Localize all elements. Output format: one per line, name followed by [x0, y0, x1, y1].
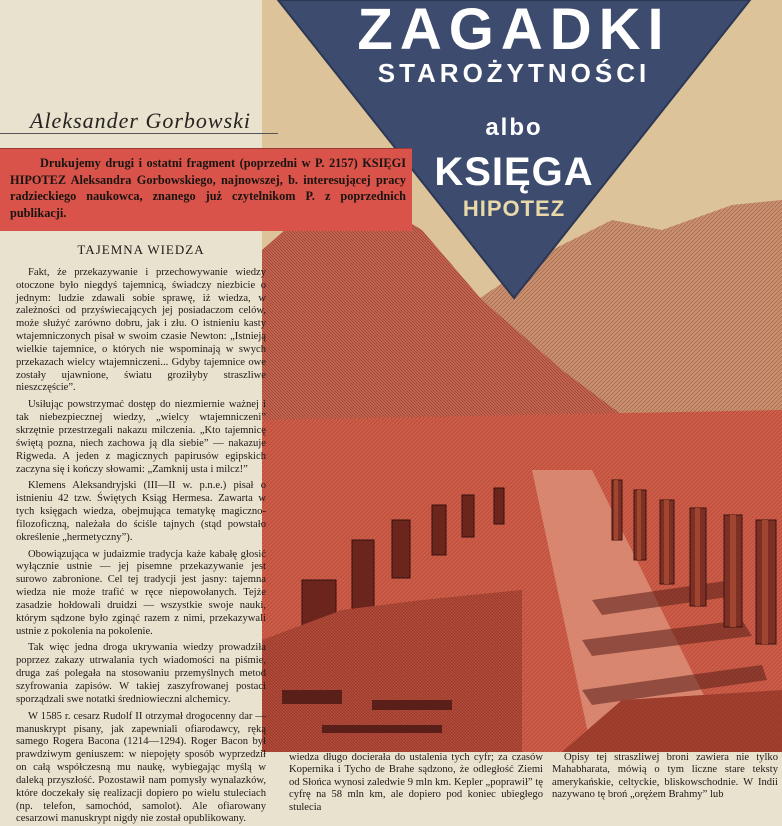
paragraph: W 1585 r. cesarz Rudolf II otrzymał drogocenny dar — manuskrypt pisany, jak zapewniali ofiarodawcy, ręką samego Rogera Bacona (1214—1294). Roger Bacon był prawdziwym geniuszem: w niepojęty sposób wyprzedził on całą współczesną mu naukę, wybiegając myślą w daleką przyszłość. Pozostawił nam pomysły wynalazków, które doczekały się realizacji dopiero po wielu stuleciach (np. telefon, samochód, samolot). Ale ofiarowany cesarzowi manuskrypt nigdy nie został opublikowany.: [16, 710, 266, 825]
author-name: Aleksander Gorbowski: [30, 108, 252, 133]
intro-box: [0, 148, 412, 231]
author-divider: [0, 133, 278, 134]
paragraph: Obowiązująca w judaizmie tradycja każe kabałę głosić wyłącznie ustnie — jej pisemne przekazywanie jest surowo zabronione. Cel tej tradycji jest jasny: tajemna wiedza nie może trafić w ręce niepowołanych. Tejże zasadzie hołdowali druidzi — wszystkie swoje nauki, którym sądzone było zginąć razem z nimi, przekazywali ustnie z pokolenia na pokolenie.: [16, 548, 266, 637]
paragraph: Fakt, że przekazywanie i przechowywanie wiedzy otoczone było niegdyś tajemnicą, świadczy niezbicie o jednym: ludzie zdawali sobie sprawę, iż wiedza, w zależności od przyświecających jej posiadaczom celów, może służyć zarówno dobru, jak i złu. O istnieniu kasty wtajemniczonych pisał w swoim czasie Newton: „Istnieją wielkie tajemnice, o których nie wspominają w swych przekazach wielcy wtajemniczeni... Gdyby tajemnice owe zostały ujawnione, światu groziłyby straszliwe nieszczęście”.: [16, 266, 266, 394]
paragraph: Klemens Aleksandryjski (III—II w. p.n.e.) pisał o istnieniu 42 tzw. Świętych Ksiąg Hermesa. Zawarta w tych księgach wiedza, obejmująca tematykę magiczno-filozoficzną, należała do ściśle tajnych (stąd powstało określenie „hermetyczny”).: [16, 480, 266, 543]
title-hipotez: HIPOTEZ: [462, 196, 566, 221]
bottom-column-1: [289, 752, 543, 813]
paragraph: Usiłując powstrzymać dostęp do niezmiernie ważnej i tak niebezpiecznej wiedzy, „wielcy wtajemniczeni” skrzętnie przestrzegali nakazu milczenia. „Kto tajemnicę świętą pozna, niech zachowa ją dla siebie” — nakazuje Rigweda. A jeden z magicznych papirusów egipskich zaczyna się i kończy słowami: „Zamknij usta i milcz!”: [16, 399, 266, 475]
title-main: ZAGADKI: [357, 0, 671, 62]
title-ksiega: KSIĘGA: [434, 150, 594, 194]
title-albo: albo: [485, 114, 543, 141]
intro-text: Drukujemy drugi i ostatni fragment (poprzedni w P. 2157) KSIĘGI HIPOTEZ Aleksandra Gorbowskiego, najnowszej, b. interesującej pracy radzieckiego naukowca, znanego już czytelnikom P. z poprzednich publikacji.: [10, 156, 406, 220]
section-heading: TAJEMNA WIEDZA: [77, 242, 205, 257]
bottom-column-2: [552, 752, 778, 800]
left-column: [16, 242, 266, 825]
paragraph: Tak więc jedna droga ukrywania wiedzy prowadziła poprzez zakazy utrwalania tych wiadomości na piśmie, druga zaś polegała na stosowaniu przemyślnych metod szyfrowania zapisów. W takiej zaszyfrowanej postaci sporządzali swe notatki średniowieczni alchemicy.: [16, 642, 266, 705]
title-subtitle: STAROŻYTNOŚCI: [377, 58, 651, 88]
paragraph: wiedza długo docierała do ustalenia tych cyfr; za czasów Kopernika i Tycho de Brahe sądzono, że odległość Ziemi od Słońca wynosi zaledwie 9 mln km. Kepler „poprawił” tę cyfrę na 58 mln km, ale dopiero pod koniec ubiegłego stulecia: [289, 752, 543, 813]
paragraph: Opisy tej straszliwej broni zawiera nie tylko Mahabharata, mówią o tym liczne stare teksty amerykańskie, celtyckie, bliskowschodnie. W Indii nazywano tę broń „orężem Brahmy” lub: [552, 752, 778, 801]
